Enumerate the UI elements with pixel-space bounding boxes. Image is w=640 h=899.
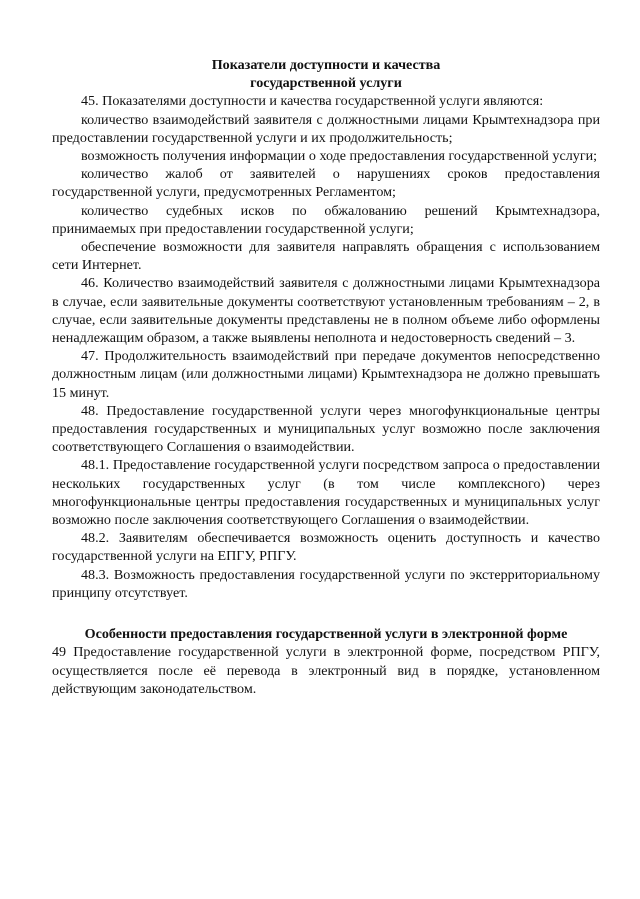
paragraph-internet: обеспечение возможности для заявителя направлять обращения с использованием сети Интернет. bbox=[52, 239, 600, 274]
paragraph-progress-info: возможность получения информации о ходе предоставления государственной услуги; bbox=[81, 148, 598, 165]
paragraph-49: 49 Предоставление государственной услуги в электронной форме, посредством РПГУ, осуществляется после её перевода в электронный вид в порядке, установленном действующим законодательством. bbox=[52, 644, 600, 697]
section-title-1 bbox=[52, 56, 600, 92]
section-title-line-2: государственной услуги bbox=[250, 75, 402, 92]
paragraph-48-2: 48.2. Заявителям обеспечивается возможность оценить доступность и качество государственной услуги на ЕПГУ, РПГУ. bbox=[52, 530, 600, 565]
paragraph-complaints: количество жалоб от заявителей о нарушениях сроков предоставления государственной услуги, предусмотренных Регламентом; bbox=[52, 166, 600, 201]
paragraph-interactions: количество взаимодействий заявителя с должностными лицами Крымтехнадзора при предоставлении государственной услуги и их продолжительность; bbox=[52, 111, 600, 146]
paragraph-46: 46. Количество взаимодействий заявителя с должностными лицами Крымтехнадзора в случае, если заявительные документы соответствуют установленным требованиям – 2, в случае, если заявительные документы представлены не в полном объеме либо оформлены ненадлежащим образом, а также выявлены неполнота и недостоверность сведений – 3. bbox=[52, 275, 600, 347]
paragraph-lawsuits: количество судебных исков по обжалованию решений Крымтехнадзора, принимаемых при предоставлении государственной услуги; bbox=[52, 202, 600, 237]
section-title-line-1: Показатели доступности и качества bbox=[211, 57, 441, 73]
paragraph-48: 48. Предоставление государственной услуги через многофункциональные центры предоставления государственных и муниципальных услуг возможно после заключения соответствующего Соглашения о взаимодействии. bbox=[52, 402, 600, 456]
section-title-2: Особенности предоставления государственной услуги в электронной форме bbox=[84, 626, 568, 643]
document-body bbox=[52, 56, 600, 698]
paragraph-47: 47. Продолжительность взаимодействий при передаче документов непосредственно должностным лицам (или должностными лицами) Крымтехнадзора не должно превышать 15 минут. bbox=[52, 348, 600, 401]
paragraph-48-3: 48.3. Возможность предоставления государственной услуги по экстерриториальному принципу отсутствует. bbox=[52, 566, 600, 601]
paragraph-48-1: 48.1. Предоставление государственной услуги посредством запроса о предоставлении нескольких государственных услуг (в том числе комплексного) через многофункциональные центры предоставления государственных и муниципальных услуг возможно после заключения соответствующего Соглашения о взаимодействии. bbox=[52, 457, 600, 529]
paragraph-45: 45. Показателями доступности и качества государственной услуги являются: bbox=[81, 93, 544, 110]
